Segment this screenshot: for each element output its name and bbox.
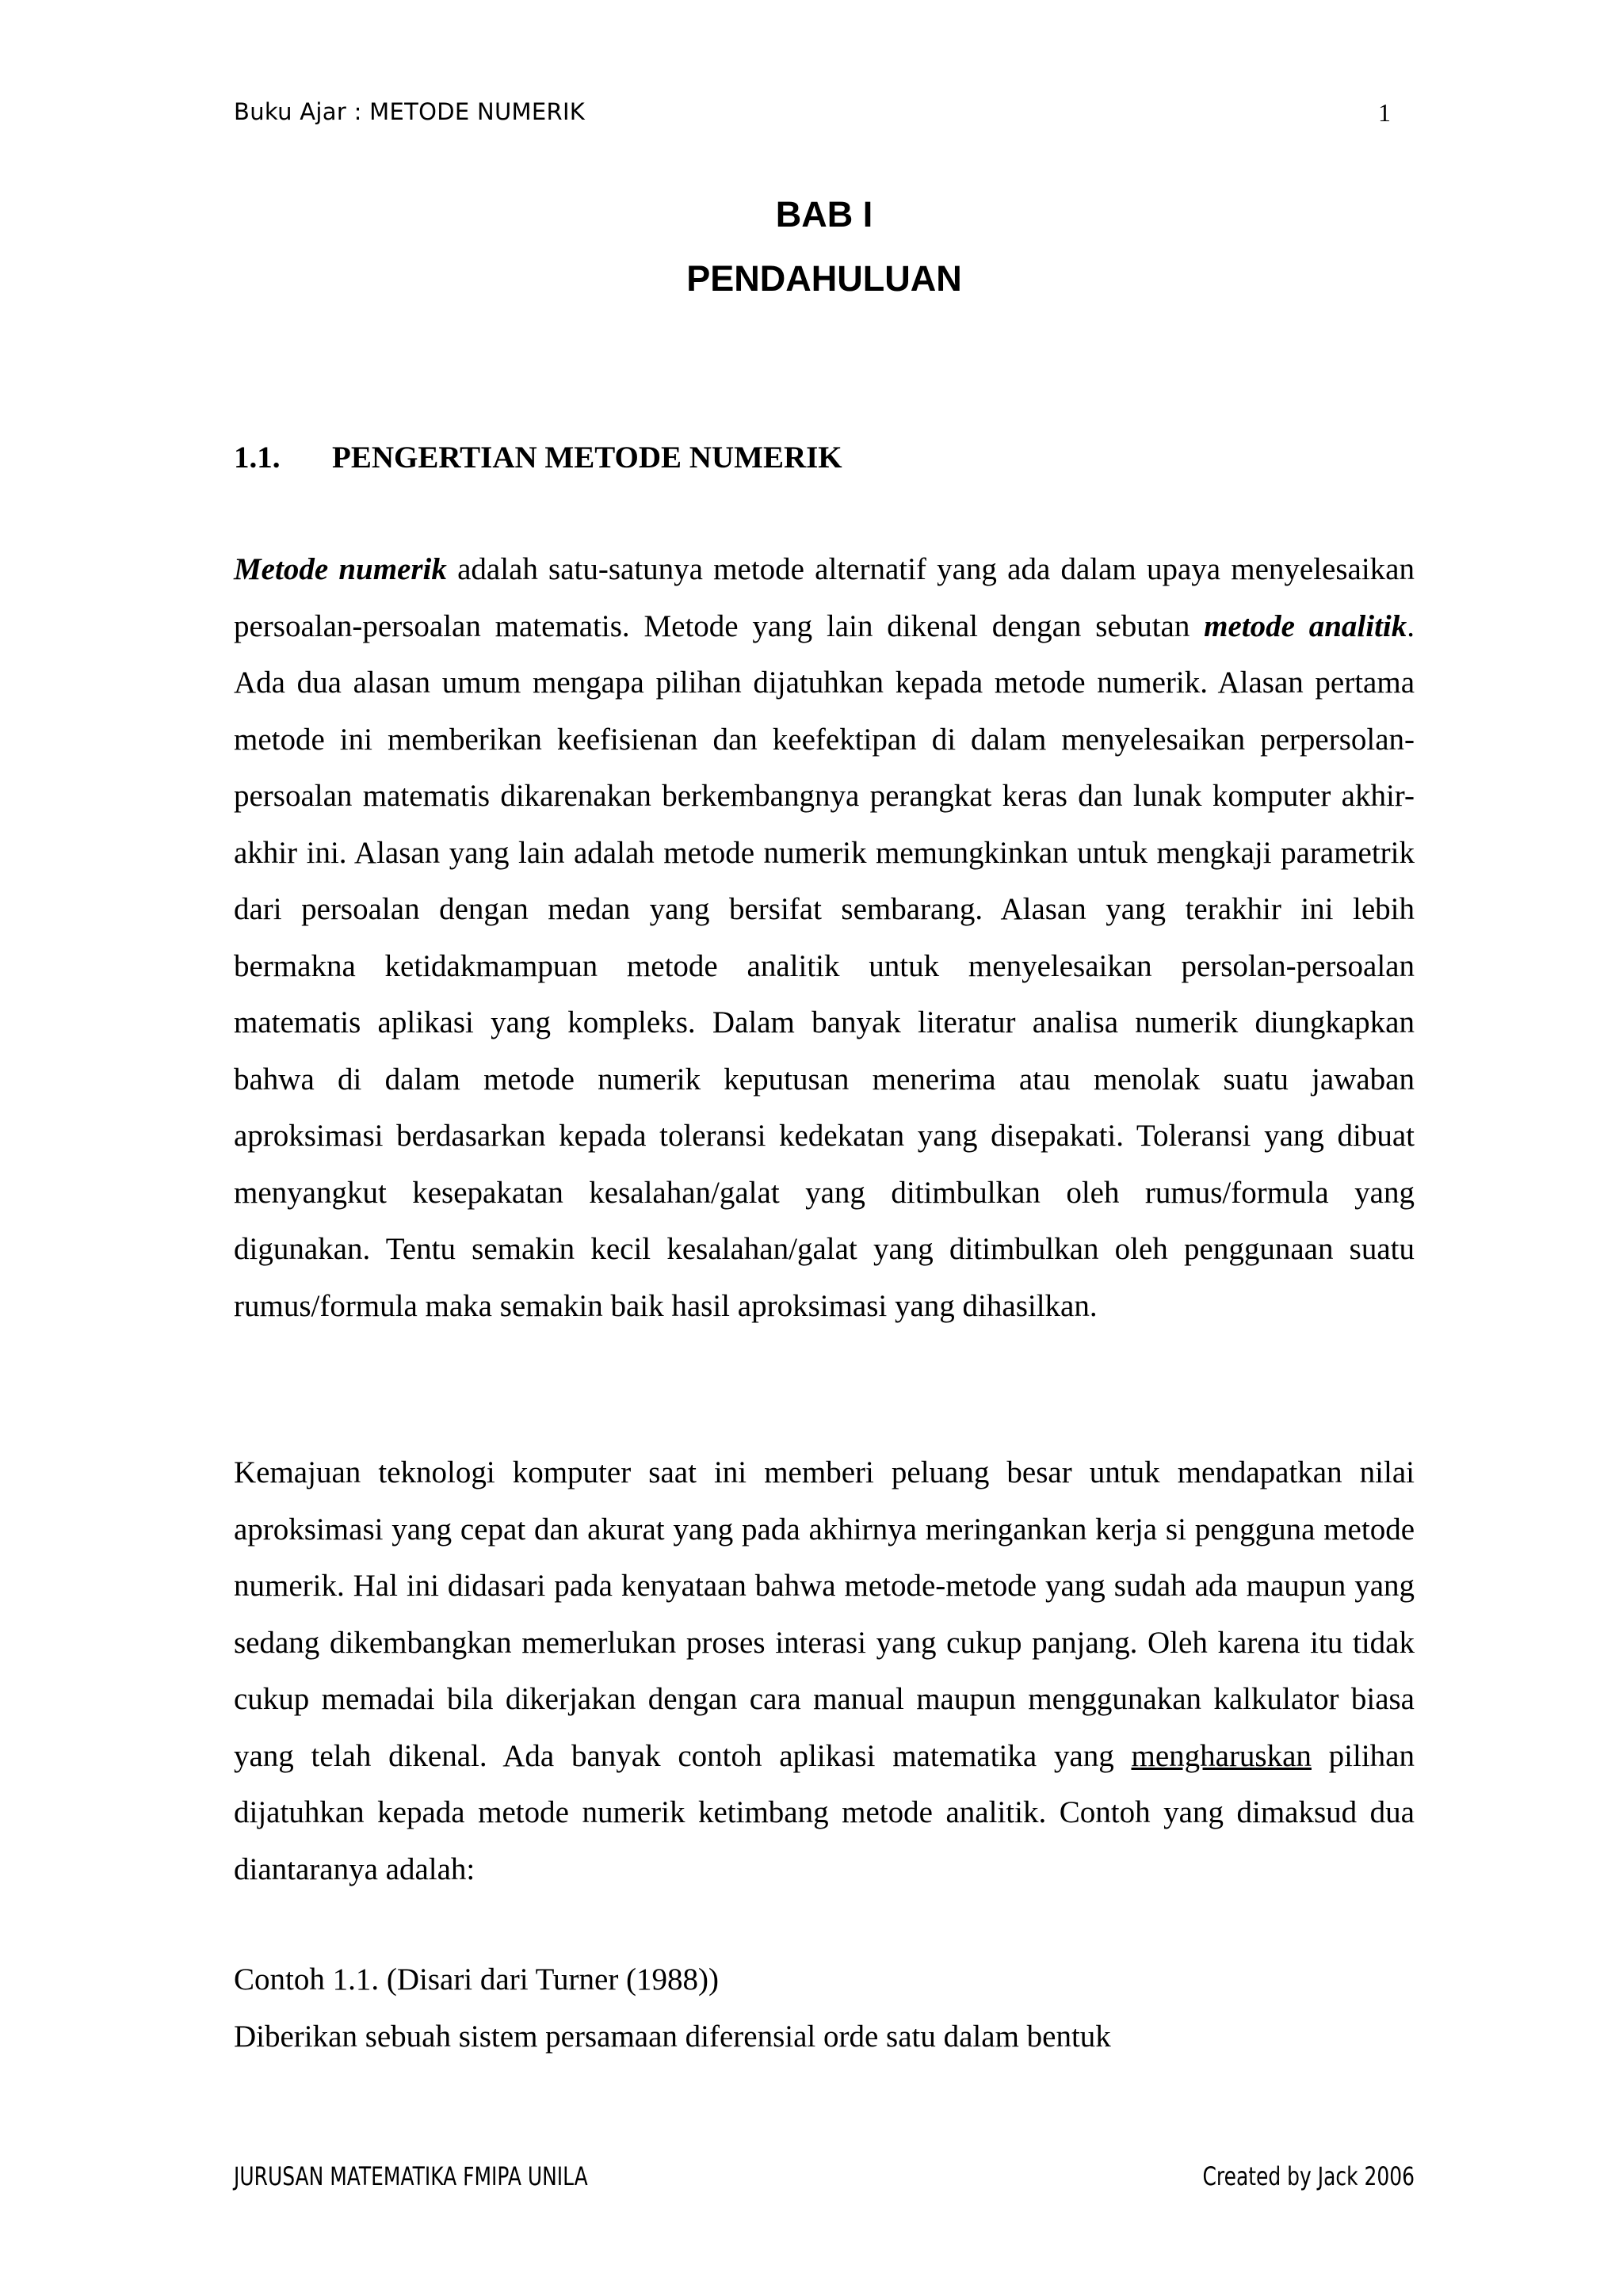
paragraph-text: pilihan dijatuhkan kepada metode numerik ketimbang metode analitik. Contoh yang dimaksud dua diantaranya adalah: [234, 1738, 1415, 1886]
page-footer [234, 2161, 1415, 2201]
chapter-title: PENDAHULUAN [686, 258, 962, 299]
section-title: PENGERTIAN METODE NUMERIK [332, 441, 842, 475]
footer-credit: Created by Jack 2006 [1202, 2161, 1415, 2191]
example-intro: Diberikan sebuah sistem persamaan diferensial orde satu dalam bentuk [234, 2019, 1111, 2054]
header-title: Buku Ajar : METODE NUMERIK [234, 98, 586, 125]
paragraph-technology [234, 1444, 1415, 1897]
term-metode-numerik: Metode numerik [234, 552, 447, 586]
paragraph-text: Kemajuan teknologi komputer saat ini memberi peluang besar untuk mendapatkan nilai aproksimasi yang cepat dan akurat yang pada akhirnya meringankan kerja si pengguna metode numerik. Hal ini didasari pada kenyataan bahwa metode-metode yang sudah ada maupun yang sedang dikembangkan memerlukan proses interasi yang cukup panjang. Oleh karena itu tidak cukup memadai bila dikerjakan dengan cara manual maupun menggunakan kalkulator biasa yang telah dikenal. Ada banyak contoh aplikasi matematika yang [234, 1455, 1415, 1773]
page-header [234, 98, 1391, 138]
paragraph-text: . Ada dua alasan umum mengapa pilihan dijatuhkan kepada metode numerik. Alasan pertama metode ini memberikan keefisienan dan keefektipan di dalam menyelesaikan perpersolan-persoalan matematis dikarenakan berkembangnya perangkat keras dan lunak komputer akhir-akhir ini. Alasan yang lain adalah metode numerik memungkinkan untuk mengkaji parametrik dari persoalan dengan medan yang bersifat sembarang. Alasan yang terakhir ini lebih bermakna ketidakmampuan metode analitik untuk menyelesaikan persolan-persoalan matematis aplikasi yang kompleks. Dalam banyak literatur analisa numerik diungkapkan bahwa di dalam metode numerik keputusan menerima atau menolak suatu jawaban aproksimasi berdasarkan kepada toleransi kedekatan yang disepakati. Toleransi yang dibuat menyangkut kesepakatan kesalahan/galat yang ditimbulkan oleh rumus/formula yang digunakan. Tentu semakin kecil kesalahan/galat yang ditimbulkan oleh penggunaan suatu rumus/formula maka semakin baik hasil aproksimasi yang dihasilkan. [234, 608, 1415, 1323]
paragraph-text: adalah satu-satunya metode alternatif yang ada dalam upaya menyelesaikan persoalan-persoalan matematis. Metode yang lain dikenal dengan sebutan [234, 552, 1415, 643]
paragraph-definition [234, 541, 1415, 1334]
example-label: Contoh 1.1. (Disari dari Turner (1988)) [234, 1962, 720, 1997]
chapter-number: BAB I [775, 194, 873, 235]
section-number: 1.1. [234, 441, 281, 475]
term-metode-analitik: metode analitik [1204, 608, 1407, 643]
section-heading [234, 440, 842, 475]
underlined-word: mengharuskan [1131, 1738, 1312, 1773]
footer-department: JURUSAN MATEMATIKA FMIPA UNILA [234, 2161, 588, 2191]
header-page-number: 1 [1378, 98, 1391, 127]
